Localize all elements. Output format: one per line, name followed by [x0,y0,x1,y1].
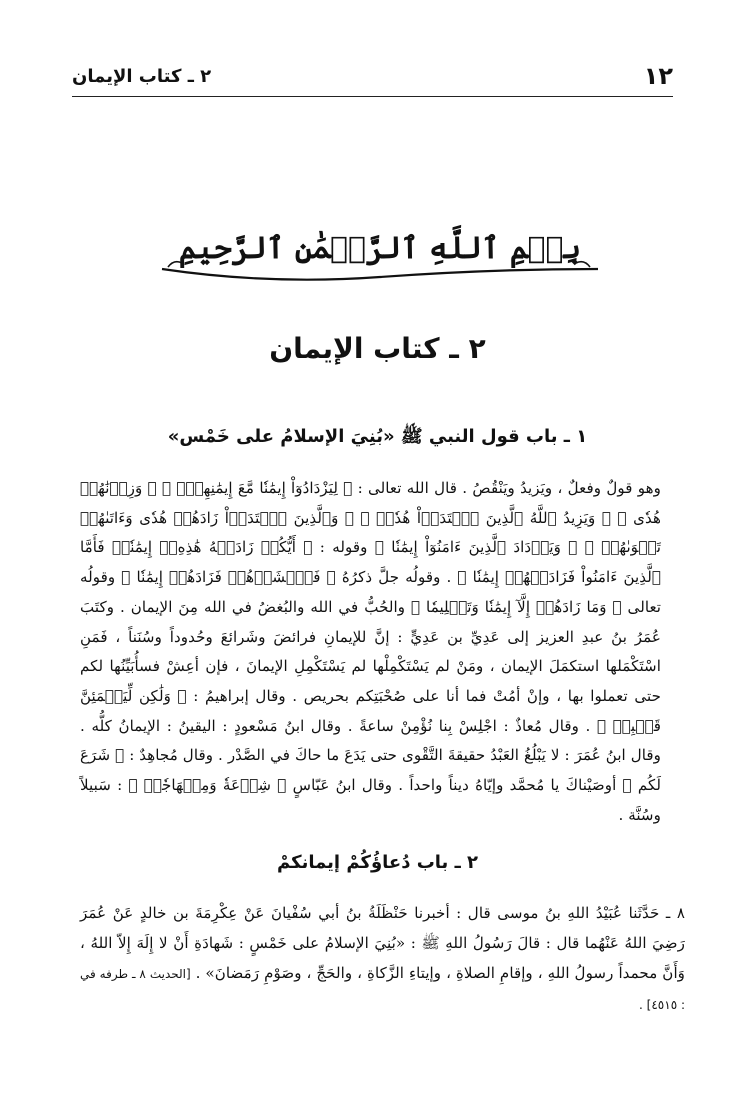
hadith-text: ٨ ـ حَدَّثَنا عُبَيْدُ اللهِ بنُ موسى قال : أخبرنا حَنْظَلَةُ بنُ أبي سُفْيانَ عَنْ عِكْرِمَةَ بن خالدٍ عَنْ عُمَرَ رَضِيَ اللهُ عَنْهُما قال : قالَ رَسُولُ اللهِ ﷺ : «بُنِيَ الإسلامُ على خَمْسٍ : شَهادَةِ أَنْ لا إِلَهَ إِلاّ اللهُ ، وَأَنَّ محمداً رسولُ اللهِ ، وإقامِ الصلاةِ ، وإيتاءِ الزَّكاةِ ، والحَجِّ ، وصَوْمِ رَمَضانَ» . [80,904,686,982]
book-title: ٢ ـ كتاب الإيمان [269,332,486,365]
hadith-paragraph [80,898,685,1020]
section-heading-1: ١ ـ باب قول النبي ﷺ «بُنِيَ الإسلامُ على خَمْس» [167,426,588,447]
hadith-reference: [الحديث ٨ ـ طرفه في : ٤٥١٥] . [80,967,685,1012]
basmala-text: بِسۡمِ ٱللَّهِ ٱلرَّحۡمَٰنِ ٱلرَّحِيمِ [178,231,582,266]
running-chapter-title: ٢ ـ كتاب الإيمان [72,66,212,87]
section-heading-2: ٢ ـ باب دُعاؤُكُمْ إيمانكمْ [277,852,478,873]
section-body-1: وهو قولٌ وفعلٌ ، ويَزيدُ ويَنْقُصُ . قال الله تعالى : ﴿ لِيَزْدَادُوٓاْ إِيمَٰنٗا مَّعَ إِيمَٰنِهِمۡۗ ﴾ ﴿ وَزِدۡنَٰهُمۡ هُدٗى ﴾ ﴿ وَيَزِيدُ ٱللَّهُ ٱلَّذِينَ ٱهۡتَدَوۡاْ هُدٗىۗ ﴾ ﴿ وَٱلَّذِينَ ٱهۡتَدَوۡاْ زَادَهُمۡ هُدٗى وَءَاتَىٰهُمۡ تَقۡوَىٰهُمۡ ﴾ ﴿ وَيَزۡدَادَ ٱلَّذِينَ ءَامَنُوٓاْ إِيمَٰنٗا ﴾ وقوله : ﴿ أَيُّكُمۡ زَادَتۡهُ هَٰذِهِۦٓ إِيمَٰنٗاۚ فَأَمَّا ٱلَّذِينَ ءَامَنُواْ فَزَادَتۡهُمۡ إِيمَٰنٗا ﴾ . وقولُه جلَّ ذكرُهُ ﴿ فَٱخۡشَوۡهُمۡ فَزَادَهُمۡ إِيمَٰنٗا ﴾ وقولُه تعالى ﴿ وَمَا زَادَهُمۡ إِلَّآ إِيمَٰنٗا وَتَسۡلِيمٗا ﴾ والحُبُّ في الله والبُغضُ في الله مِنَ الإيمان . وكتَبَ عُمَرُ بنُ عبدِ العزيز إلى عَدِيِّ بن عَدِيٍّ : إنَّ للإيمانِ فرائضَ وشَرائعَ وحُدوداً وسُنَناً ، فَمَنِ اسْتَكْمَلها استكمَلَ الإيمان ، ومَنْ لم يَسْتَكْمِلْها لم يَسْتَكْمِلِ الإيمانَ ، فإن أعِشْ فسأُبَيِّنُها لكم حتى تعملوا بها ، وإنْ أمُتْ فما أنا على صُحْبَتِكم بحريص . وقال إبراهيمُ : ﴿ وَلَٰكِن لِّيَطۡمَئِنَّ قَلۡبِيۖ ﴾ . وقال مُعاذٌ : اجْلِسْ بِنا نُؤْمِنْ ساعةً . وقال ابنُ مَسْعودٍ : اليقينُ : الإيمانُ كلُّه . وقال ابنُ عُمَرَ : لا يَبْلُغُ العَبْدُ حقيقةَ التَّقْوى حتى يَدَعَ ما حاكَ في الصَّدْر . وقال مُجاهِدٌ : ﴿ شَرَعَ لَكُم ﴾ أوصَيْناكَ يا مُحمَّد وإيّاهُ ديناً واحداً . وقال ابنُ عَبّاسٍ ﴿ شِرۡعَةٗ وَمِنۡهَاجٗاۚ ﴾ : سَبيلاً وسُنَّة . [80,479,661,824]
basmala-calligraphy [150,225,610,291]
running-header [72,60,673,97]
page-number: ١٢ [643,62,673,90]
